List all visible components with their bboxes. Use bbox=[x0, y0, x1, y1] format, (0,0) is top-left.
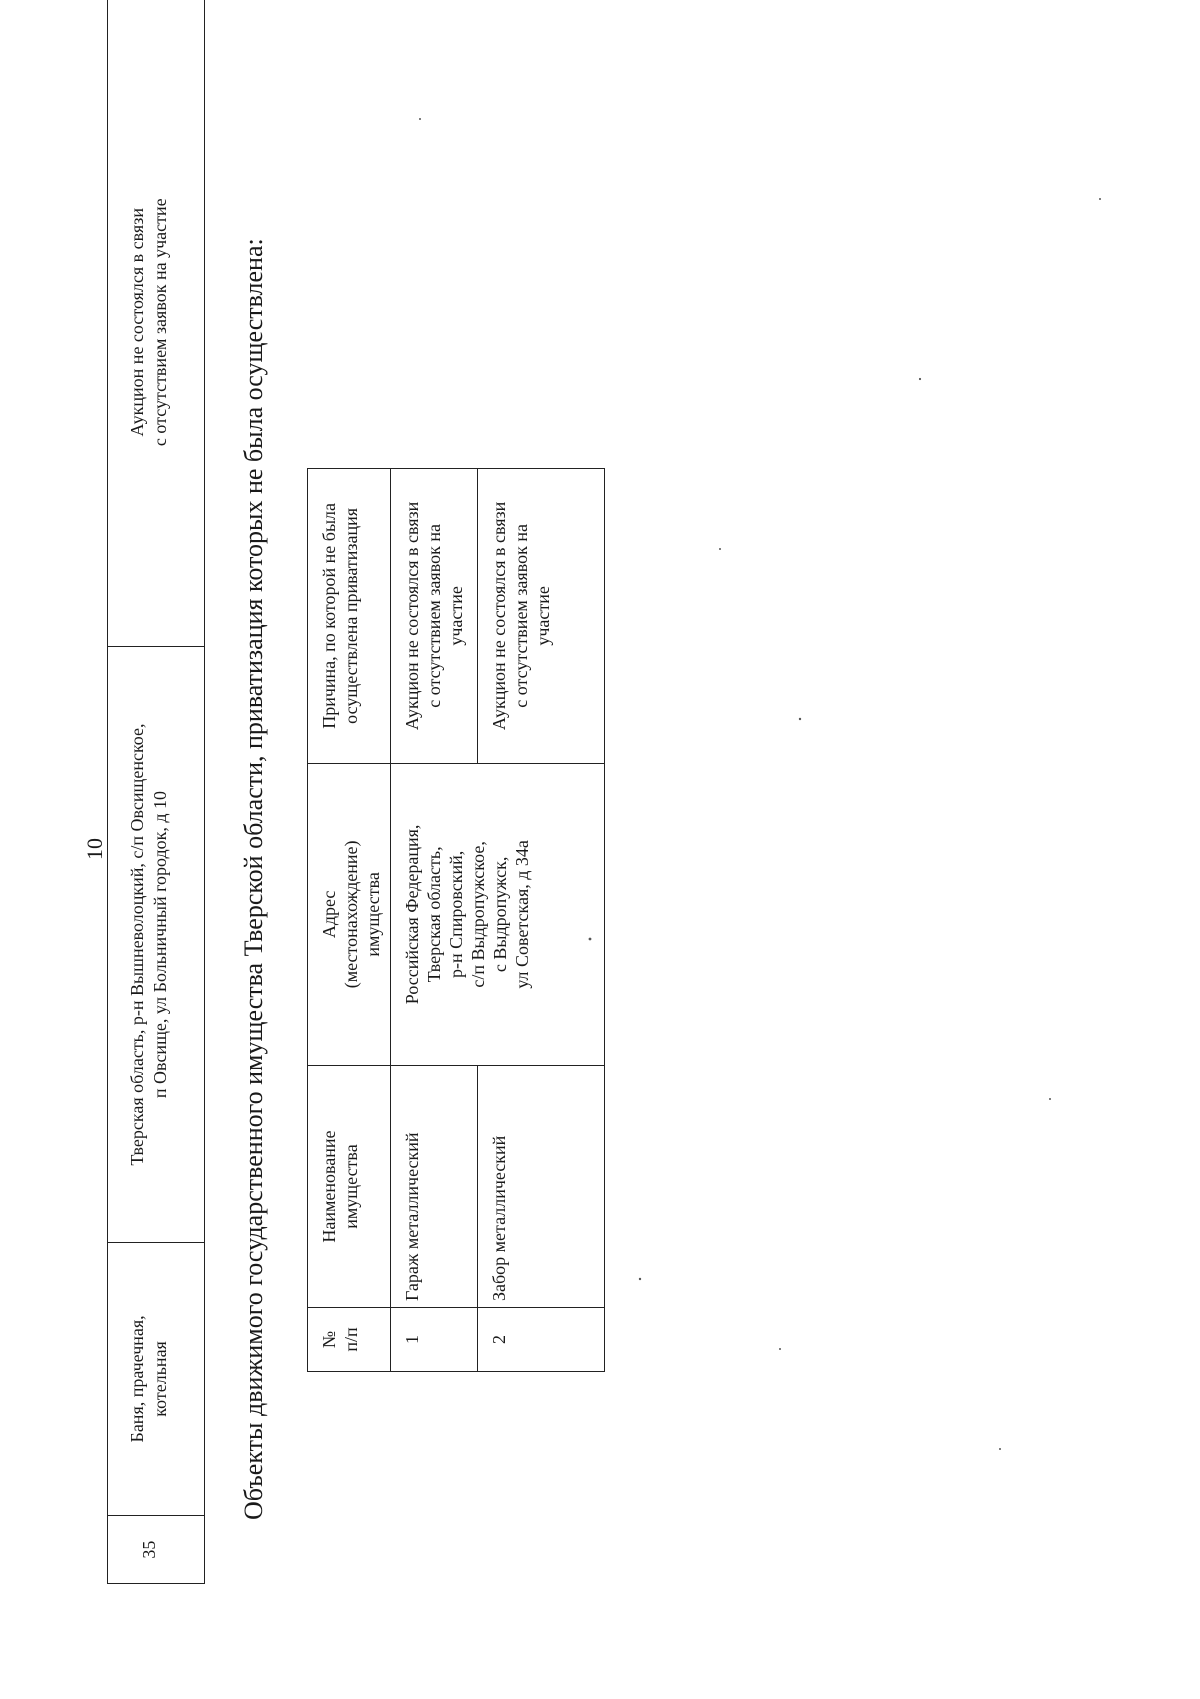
property-address-cell bbox=[108, 647, 205, 1242]
reason-cell bbox=[108, 0, 205, 647]
cell-line: п Овсище, ул Больничный городок, д 10 bbox=[150, 790, 170, 1099]
cell-line: Аукцион не состоялся в связи bbox=[489, 501, 509, 731]
cell-line: имущества bbox=[363, 872, 383, 957]
cell-line: (местонахождение) bbox=[341, 840, 361, 989]
cell-line: Наименование bbox=[319, 1130, 339, 1243]
table-row bbox=[108, 0, 205, 1584]
section-title: Объекты движимого государственного имущества Тверской области, приватизация которых не была осуществлена: bbox=[239, 238, 268, 1520]
cell-line: Адрес bbox=[319, 890, 339, 939]
property-name-cell: Забор металлический bbox=[478, 1066, 605, 1308]
header-number bbox=[308, 1308, 391, 1372]
speck bbox=[719, 548, 721, 550]
cell-line: с отсутствием заявок на bbox=[424, 524, 444, 708]
cell-line: Причина, по которой не была bbox=[319, 502, 339, 729]
property-name-cell: Гараж металлический bbox=[391, 1066, 478, 1308]
movable-property-table bbox=[307, 468, 605, 1372]
cell-line: п/п bbox=[341, 1327, 361, 1352]
cell-line: участие bbox=[533, 586, 553, 646]
header-address bbox=[308, 763, 391, 1065]
cell-line: с/п Выдропужское, bbox=[468, 841, 488, 988]
cell-line: осуществлена приватизация bbox=[341, 507, 361, 724]
cell-line: Российская Федерация, bbox=[402, 824, 422, 1005]
continued-table bbox=[107, 0, 205, 1584]
property-address-cell bbox=[391, 763, 605, 1065]
speck bbox=[999, 1448, 1001, 1450]
cell-line: Тверская область, р-н Вышневолоцкий, с/п Овсищенское, bbox=[127, 723, 147, 1166]
cell-line: р-н Спировский, bbox=[446, 850, 466, 979]
cell-line: с отсутствием заявок на участие bbox=[150, 198, 170, 447]
cell-line: Тверская область, bbox=[424, 846, 444, 983]
table-header-row bbox=[308, 469, 391, 1372]
header-reason bbox=[308, 469, 391, 764]
row-number-cell: 1 bbox=[391, 1308, 478, 1372]
cell-line: котельная bbox=[150, 1341, 170, 1417]
speck bbox=[779, 1348, 781, 1350]
speck bbox=[919, 378, 921, 380]
page-number: 10 bbox=[82, 838, 107, 860]
speck bbox=[419, 118, 421, 120]
reason-cell bbox=[391, 469, 478, 764]
speck bbox=[1049, 1098, 1051, 1100]
cell-line: ул Советская, д 34а bbox=[512, 840, 532, 989]
cell-line: имущества bbox=[341, 1144, 361, 1229]
row-number-cell: 2 bbox=[478, 1308, 605, 1372]
cell-line: участие bbox=[446, 586, 466, 646]
cell-line: с Выдропужск, bbox=[490, 856, 510, 973]
speck bbox=[799, 718, 801, 720]
cell-line: с отсутствием заявок на bbox=[511, 524, 531, 708]
reason-cell bbox=[478, 469, 605, 764]
cell-line: Аукцион не состоялся в связи bbox=[402, 501, 422, 731]
speck bbox=[1099, 198, 1101, 200]
cell-line: № bbox=[319, 1330, 339, 1349]
header-name bbox=[308, 1066, 391, 1308]
speck bbox=[639, 1278, 641, 1280]
table-row bbox=[391, 469, 478, 1372]
cell-line: Аукцион не состоялся в связи bbox=[127, 208, 147, 437]
property-name-cell bbox=[108, 1242, 205, 1516]
row-number-cell: 35 bbox=[108, 1516, 205, 1584]
cell-line: Баня, прачечная, bbox=[127, 1315, 147, 1443]
